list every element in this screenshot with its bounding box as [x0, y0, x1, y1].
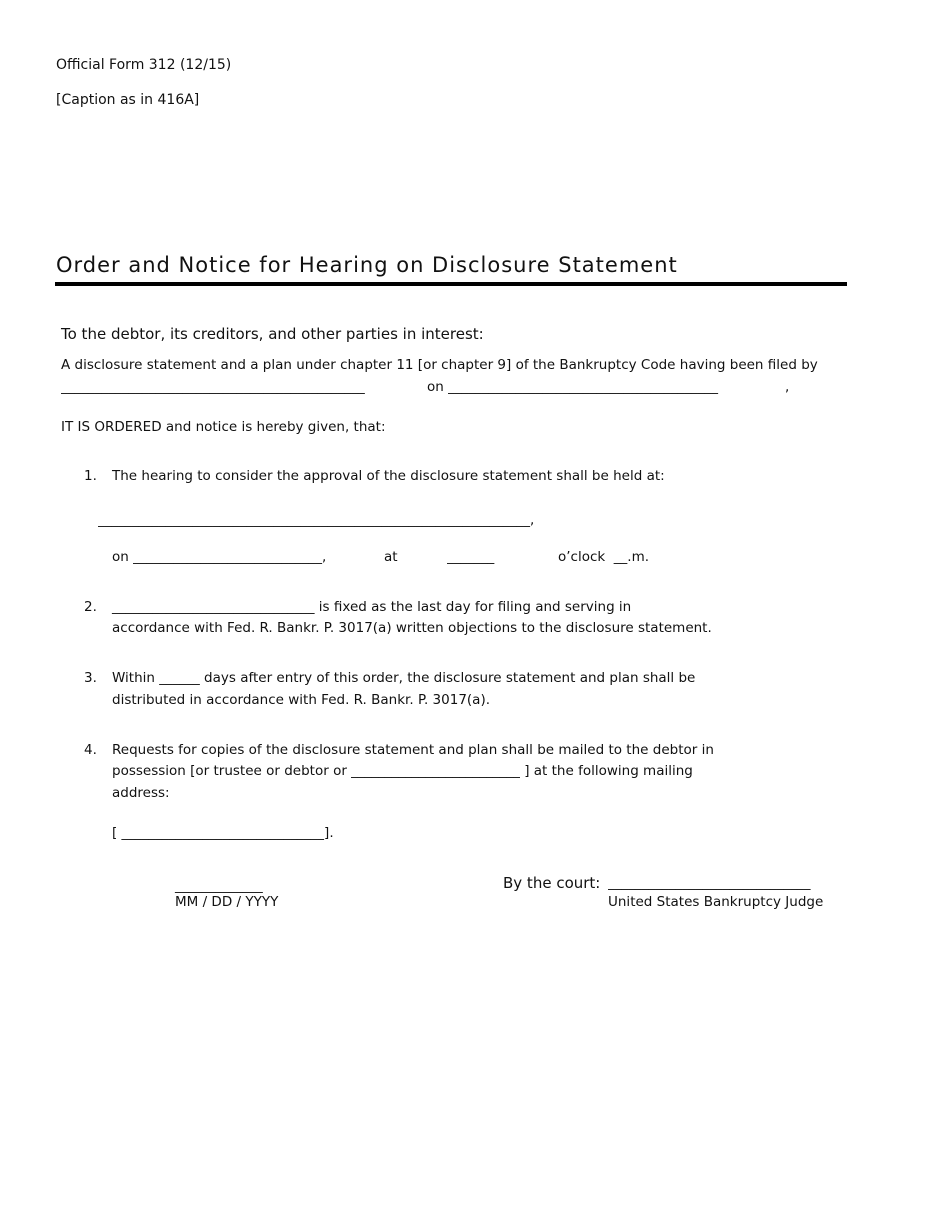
signature-date-blank[interactable]: _____________	[175, 878, 263, 894]
intro-on-label: on	[427, 379, 444, 395]
ordered-statement: IT IS ORDERED and notice is hereby given, that:	[61, 419, 386, 435]
item-3-line-2: distributed in accordance with Fed. R. Bankr. P. 3017(a).	[112, 692, 491, 708]
item-1-number: 1.	[84, 468, 97, 484]
item-4-line-2: possession [or trustee or debtor or _________________________ ] at the following mailing	[112, 763, 693, 779]
hearing-location-blank[interactable]: ________________________________________________________________,	[98, 512, 535, 528]
item-2-line-2: accordance with Fed. R. Bankr. P. 3017(a) written objections to the disclosure statement.	[112, 620, 712, 636]
item-2-number: 2.	[84, 599, 97, 615]
salutation: To the debtor, its creditors, and other parties in interest:	[61, 325, 484, 343]
item-4-number: 4.	[84, 742, 97, 758]
hearing-on-label: on	[112, 549, 129, 565]
caption: [Caption as in 416A]	[56, 92, 200, 108]
page-title: Order and Notice for Hearing on Disclosure Statement	[56, 253, 678, 277]
title-rule	[55, 282, 847, 286]
form-id: Official Form 312 (12/15)	[56, 57, 232, 73]
hearing-at-label: at	[384, 549, 398, 565]
item-3-number: 3.	[84, 670, 97, 686]
filing-date-blank[interactable]: ________________________________________	[448, 379, 718, 395]
intro-line: A disclosure statement and a plan under chapter 11 [or chapter 9] of the Bankruptcy Code having been filed by	[61, 357, 818, 373]
intro-comma: ,	[785, 379, 790, 395]
judge-signature-blank[interactable]: ______________________________	[608, 875, 811, 891]
item-2-line-1: ______________________________ is fixed as the last day for filing and serving in	[112, 599, 632, 615]
hearing-time-blank[interactable]: _______	[447, 549, 495, 565]
item-4-line-1: Requests for copies of the disclosure statement and plan shall be mailed to the debtor in	[112, 742, 714, 758]
hearing-oclock-label: o’clock __.m.	[558, 549, 650, 565]
hearing-date-blank[interactable]: ____________________________,	[133, 549, 327, 565]
by-the-court-label: By the court:	[503, 874, 601, 892]
item-1-text: The hearing to consider the approval of the disclosure statement shall be held at:	[112, 468, 665, 484]
item-3-line-1: Within ______ days after entry of this order, the disclosure statement and plan shall be	[112, 670, 696, 686]
item-4-line-3: address:	[112, 785, 170, 801]
filer-blank[interactable]: _____________________________________________	[61, 379, 365, 395]
mailing-address-blank[interactable]: [ ______________________________].	[112, 825, 334, 841]
judge-title: United States Bankruptcy Judge	[608, 894, 824, 910]
date-format-label: MM / DD / YYYY	[175, 894, 279, 910]
